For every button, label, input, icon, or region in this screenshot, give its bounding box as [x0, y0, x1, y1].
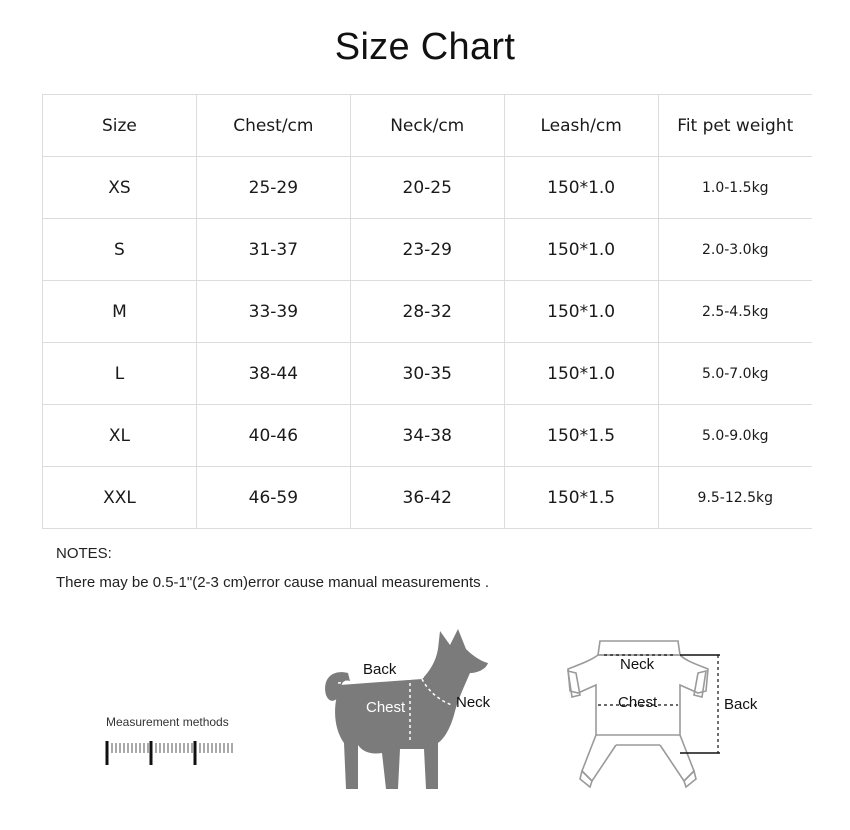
cell-neck: 30-35	[350, 343, 504, 405]
dog-neck-label: Neck	[456, 694, 491, 711]
cell-leash: 150*1.5	[504, 467, 658, 529]
cell-leash: 150*1.5	[504, 405, 658, 467]
cell-neck: 36-42	[350, 467, 504, 529]
header-neck: Neck/cm	[350, 95, 504, 157]
cell-weight: 2.5-4.5kg	[658, 281, 812, 343]
cell-size: M	[43, 281, 197, 343]
garment-back-label: Back	[724, 696, 758, 713]
table-row	[43, 467, 813, 529]
cell-neck: 28-32	[350, 281, 504, 343]
cell-leash: 150*1.0	[504, 219, 658, 281]
page-title: Size Chart	[334, 26, 516, 68]
cell-size: XL	[43, 405, 197, 467]
size-table	[42, 94, 812, 529]
cell-size: XS	[43, 157, 197, 219]
table-header-row	[43, 95, 813, 157]
notes-text: There may be 0.5-1"(2-3 cm)error cause manual measurements .	[56, 574, 489, 591]
header-chest: Chest/cm	[196, 95, 350, 157]
table-row	[43, 405, 813, 467]
dog-chest-label: Chest	[366, 699, 406, 716]
garment-chest-label: Chest	[618, 694, 658, 711]
garment-neck-label: Neck	[620, 656, 655, 673]
cell-chest: 25-29	[196, 157, 350, 219]
header-size: Size	[43, 95, 197, 157]
cell-neck: 23-29	[350, 219, 504, 281]
cell-leash: 150*1.0	[504, 343, 658, 405]
cell-weight: 9.5-12.5kg	[658, 467, 812, 529]
header-leash: Leash/cm	[504, 95, 658, 157]
table-row	[43, 219, 813, 281]
header-weight: Fit pet weight	[658, 95, 812, 157]
dog-back-label: Back	[363, 661, 397, 678]
cell-size: S	[43, 219, 197, 281]
cell-chest: 46-59	[196, 467, 350, 529]
cell-weight: 5.0-7.0kg	[658, 343, 812, 405]
table-row	[43, 343, 813, 405]
cell-size: L	[43, 343, 197, 405]
cell-chest: 40-46	[196, 405, 350, 467]
cell-chest: 33-39	[196, 281, 350, 343]
table-row	[43, 157, 813, 219]
cell-weight: 5.0-9.0kg	[658, 405, 812, 467]
measurement-methods-label: Measurement methods	[106, 715, 229, 729]
cell-leash: 150*1.0	[504, 157, 658, 219]
cell-neck: 20-25	[350, 157, 504, 219]
cell-weight: 1.0-1.5kg	[658, 157, 812, 219]
garment-diagram-icon	[560, 635, 760, 795]
notes-title: NOTES:	[56, 545, 112, 562]
ruler-icon	[105, 735, 245, 769]
cell-chest: 31-37	[196, 219, 350, 281]
cell-weight: 2.0-3.0kg	[658, 219, 812, 281]
cell-leash: 150*1.0	[504, 281, 658, 343]
cell-chest: 38-44	[196, 343, 350, 405]
cell-size: XXL	[43, 467, 197, 529]
cell-neck: 34-38	[350, 405, 504, 467]
table-row	[43, 281, 813, 343]
